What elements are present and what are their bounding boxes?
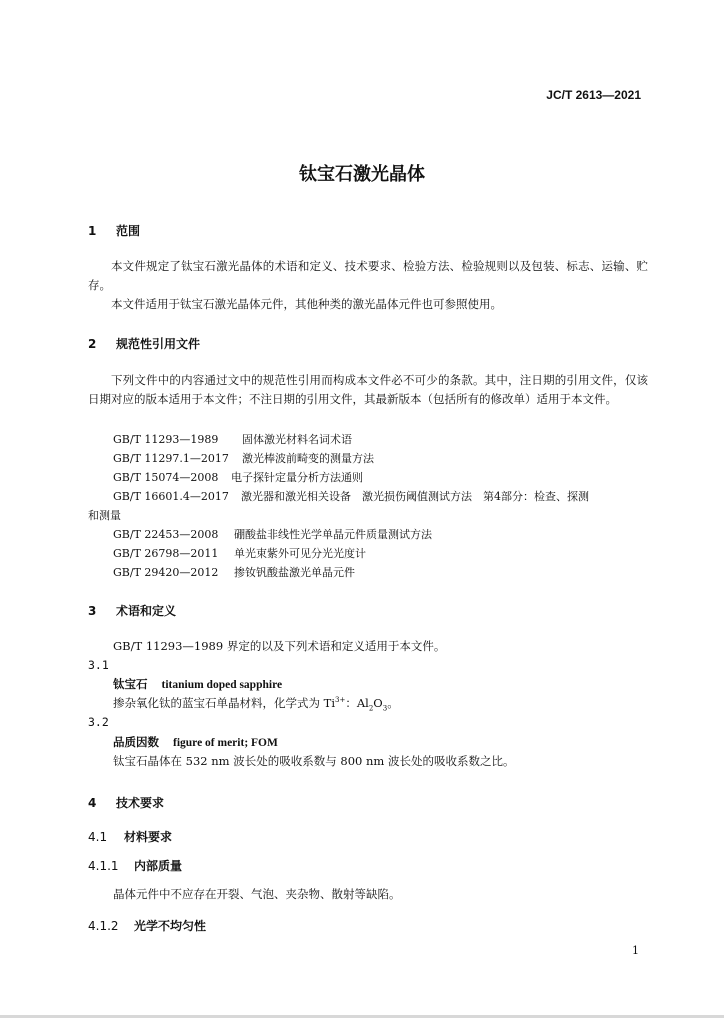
page-bottom-edge bbox=[0, 1015, 724, 1018]
reference-code: GB/T 11297.1—2017 bbox=[113, 452, 229, 465]
reference-item bbox=[113, 526, 432, 542]
reference-code: GB/T 26798—2011 bbox=[113, 547, 219, 560]
section-title: 范围 bbox=[116, 224, 141, 238]
reference-code: GB/T 15074—2008 bbox=[113, 471, 219, 484]
reference-item bbox=[113, 488, 589, 504]
standard-number: JC/T 2613—2021 bbox=[546, 88, 641, 102]
superscript: 3+ bbox=[335, 696, 346, 705]
section-2-heading bbox=[88, 335, 200, 352]
terms-intro-paragraph: GB/T 11293—1989 界定的以及下列术语和定义适用于本文件。 bbox=[113, 639, 446, 653]
definition-text: 。 bbox=[387, 696, 399, 710]
section-number: 3 bbox=[88, 604, 97, 618]
section-title: 规范性引用文件 bbox=[116, 337, 201, 351]
reference-continuation: 和测量 bbox=[88, 509, 121, 522]
section-1-heading bbox=[88, 222, 140, 239]
reference-code: GB/T 29420—2012 bbox=[113, 566, 219, 579]
section-3-heading bbox=[88, 602, 176, 619]
section-title: 内部质量 bbox=[134, 859, 183, 873]
subsection-4-1-heading bbox=[88, 828, 172, 845]
subsection-4-1-1-heading bbox=[88, 857, 182, 874]
section-title: 材料要求 bbox=[124, 830, 173, 844]
section-title: 术语和定义 bbox=[116, 604, 177, 618]
reference-item bbox=[113, 469, 363, 485]
reference-code: GB/T 11293—1989 bbox=[113, 433, 219, 446]
section-number: 1 bbox=[88, 224, 97, 238]
term-chinese: 品质因数 bbox=[113, 735, 159, 749]
reference-item bbox=[113, 564, 355, 580]
scope-paragraph-2: 本文件适用于钛宝石激光晶体元件，其他种类的激光晶体元件也可参照使用。 bbox=[111, 297, 502, 311]
internal-quality-paragraph: 晶体元件中不应存在开裂、气泡、夹杂物、散射等缺陷。 bbox=[113, 887, 401, 901]
definition-text: ：Al bbox=[345, 696, 369, 710]
reference-item bbox=[113, 431, 352, 447]
reference-name: 单光束紫外可见分光光度计 bbox=[234, 547, 366, 560]
subscript: 3 bbox=[382, 704, 388, 713]
term-entry bbox=[113, 676, 282, 692]
term-number: 3.1 bbox=[88, 658, 109, 672]
subscript: 2 bbox=[368, 704, 374, 713]
section-title: 技术要求 bbox=[116, 796, 165, 810]
definition-text: O bbox=[373, 696, 383, 710]
reference-name: 固体激光材料名词术语 bbox=[242, 433, 352, 446]
term-english: figure of merit; FOM bbox=[173, 737, 278, 749]
reference-name: 电子探针定量分析方法通则 bbox=[231, 471, 363, 484]
term-number: 3.2 bbox=[88, 715, 109, 729]
references-intro-paragraph: 下列文件中的内容通过文中的规范性引用而构成本文件必不可少的条款。其中，注日期的引用文件，仅该日期对应的版本适用于本文件；不注日期的引用文件，其最新版本（包括所有的修改单）适用于本文件。 bbox=[88, 373, 648, 406]
section-number: 4.1.1 bbox=[88, 859, 119, 873]
section-number: 2 bbox=[88, 337, 97, 351]
term-english: titanium doped sapphire bbox=[161, 679, 283, 691]
reference-item bbox=[113, 545, 366, 561]
term-definition: 钛宝石晶体在 532 nm 波长处的吸收系数与 800 nm 波长处的吸收系数之比。 bbox=[113, 754, 515, 768]
reference-name: 激光器和激光相关设备 激光损伤阈值测试方法 第4部分：检查、探测 bbox=[241, 490, 589, 503]
term-chinese: 钛宝石 bbox=[113, 677, 148, 691]
section-title: 光学不均匀性 bbox=[134, 919, 207, 933]
section-number: 4.1 bbox=[88, 830, 108, 844]
section-number: 4.1.2 bbox=[88, 919, 119, 933]
term-definition bbox=[113, 695, 399, 712]
section-4-heading bbox=[88, 794, 164, 811]
term-entry bbox=[113, 734, 278, 750]
reference-code: GB/T 16601.4—2017 bbox=[113, 490, 229, 503]
definition-text: 掺杂氧化钛的蓝宝石单晶材料，化学式为 Ti bbox=[113, 696, 336, 710]
scope-paragraph-1: 本文件规定了钛宝石激光晶体的术语和定义、技术要求、检验方法、检验规则以及包装、标志、运输、贮存。 bbox=[88, 259, 648, 292]
subsection-4-1-2-heading bbox=[88, 917, 206, 934]
section-number: 4 bbox=[88, 796, 97, 810]
reference-item bbox=[113, 450, 374, 466]
page-number: 1 bbox=[632, 944, 639, 957]
reference-code: GB/T 22453—2008 bbox=[113, 528, 219, 541]
document-title: 钛宝石激光晶体 bbox=[299, 164, 425, 185]
reference-name: 掺钕钒酸盐激光单晶元件 bbox=[234, 566, 355, 579]
reference-name: 硼酸盐非线性光学单晶元件质量测试方法 bbox=[234, 528, 432, 541]
reference-name: 激光棒波前畸变的测量方法 bbox=[242, 452, 374, 465]
